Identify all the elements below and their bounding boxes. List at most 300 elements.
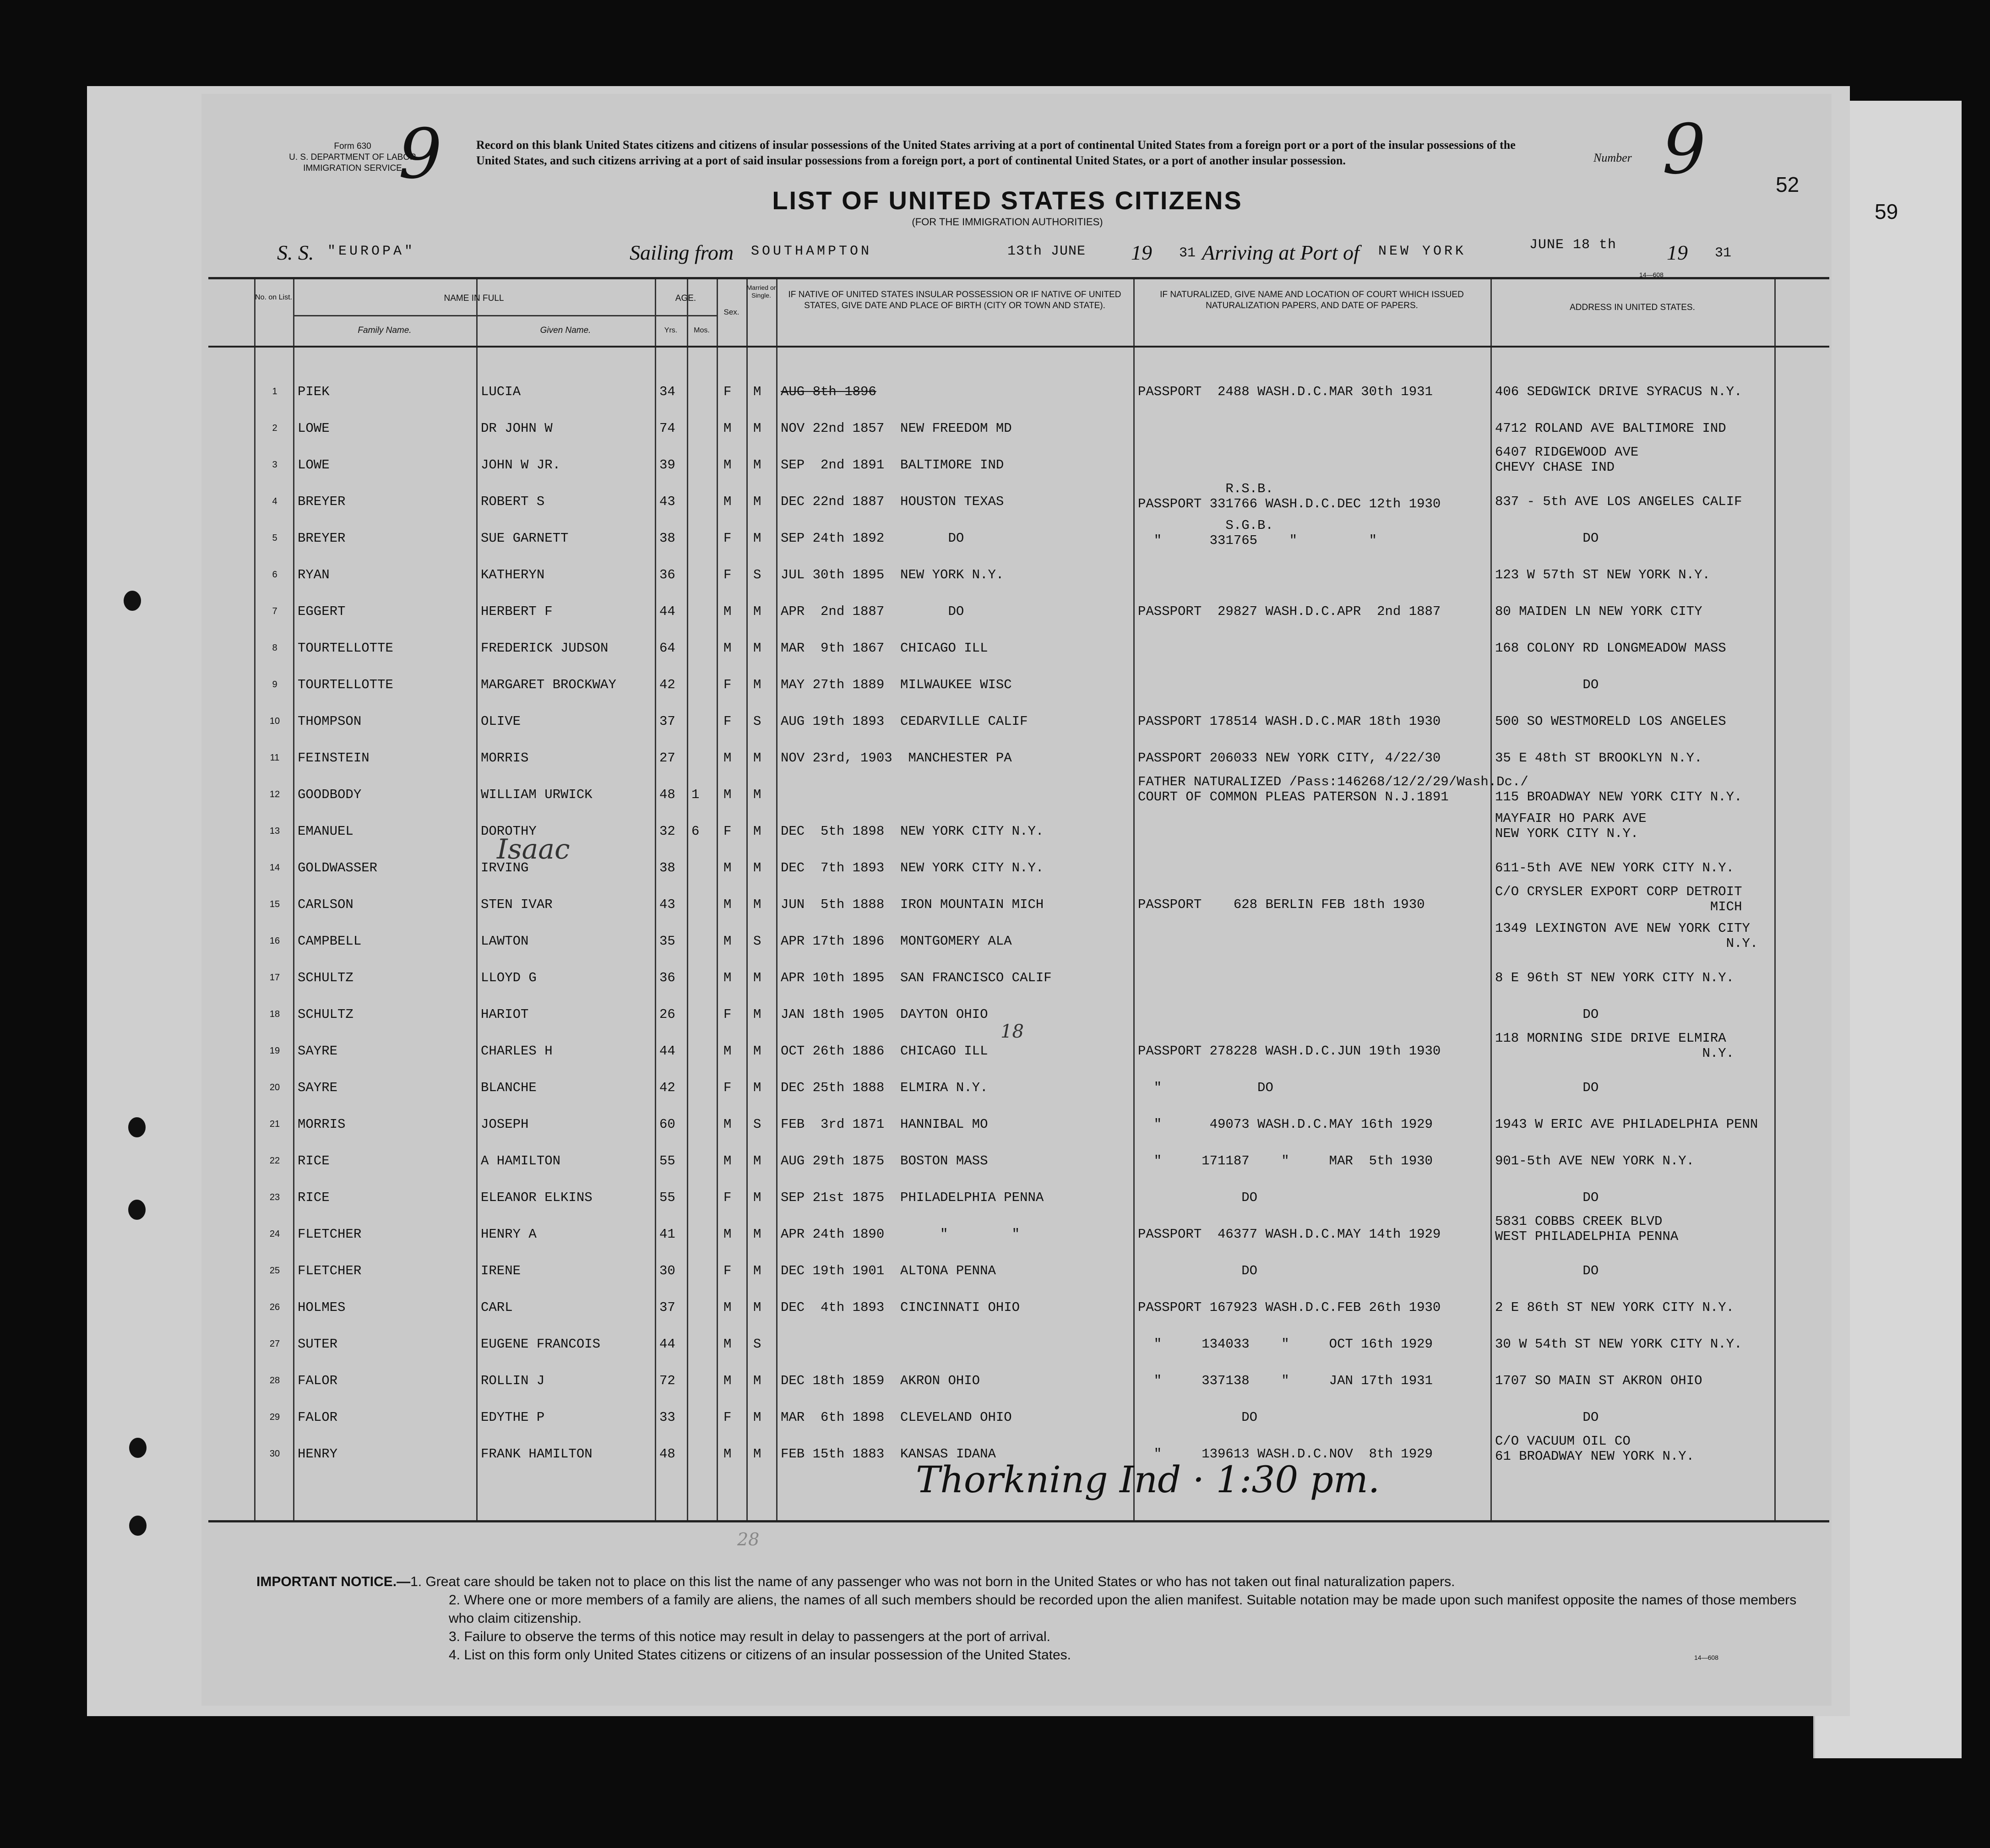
age-years: 74 [659,421,675,436]
col-married: Married or Single. [746,284,776,299]
married-single: M [753,1410,761,1425]
married-single: M [753,1446,761,1462]
document-subtitle: (FOR THE IMMIGRATION AUTHORITIES) [912,216,1103,228]
family-name: RICE [298,1190,330,1205]
birth-info: FEB 3rd 1871 HANNIBAL MO [781,1117,988,1132]
handwritten-list-number: 9 [398,114,442,194]
naturalization-info: PASSPORT 167923 WASH.D.C.FEB 26th 1930 [1138,1300,1441,1315]
sex: F [723,384,732,399]
table-row [208,707,1829,744]
us-address: 2 E 86th ST NEW YORK CITY N.Y. [1495,1300,1734,1315]
sex: F [723,1410,732,1425]
table-row [208,1294,1829,1330]
row-number: 17 [269,973,280,983]
table-row [208,445,1829,488]
row-number: 22 [269,1156,280,1166]
birth-info: APR 10th 1895 SAN FRANCISCO CALIF [781,970,1052,985]
married-single: M [753,1007,761,1022]
age-years: 42 [659,1080,675,1095]
row-number: 18 [269,1009,280,1019]
col-mos: Mos. [694,326,710,334]
row-number: 8 [272,643,277,653]
us-address: 5831 COBBS CREEK BLVD WEST PHILADELPHIA PENNA [1495,1214,1679,1244]
us-address: 406 SEDGWICK DRIVE SYRACUS N.Y. [1495,384,1742,399]
given-name: CARL [481,1300,513,1315]
sex: F [723,1080,732,1095]
family-name: FEINSTEIN [298,750,370,766]
birth-info: AUG 29th 1875 BOSTON MASS [781,1153,988,1169]
family-name: CARLSON [298,897,353,912]
given-name: HERBERT F [481,604,553,619]
family-name: SAYRE [298,1080,338,1095]
row-number: 5 [272,533,277,543]
row-number: 29 [269,1412,280,1422]
married-single: S [753,714,761,729]
us-address: 901-5th AVE NEW YORK N.Y. [1495,1153,1695,1169]
col-name-in-full: NAME IN FULL [444,294,504,303]
sex: M [723,494,732,509]
col-birth: IF NATIVE OF UNITED STATES INSULAR POSSESSION OR IF NATIVE OF UNITED STATES, GIVE DATE AND PLACE OF BIRTH (CITY OR TOWN AND STATE). [788,290,1121,310]
naturalization-info: PASSPORT 278228 WASH.D.C.JUN 19th 1930 [1138,1044,1441,1059]
birth-info: DEC 22nd 1887 HOUSTON TEXAS [781,494,1004,509]
table-row [208,561,1829,598]
col-given-name: Given Name. [540,326,591,335]
given-name: MORRIS [481,750,529,766]
notice-item-3: 3. Failure to observe the terms of this notice may result in delay to passengers at the port of arrival. [449,1629,1050,1644]
table-row [208,518,1829,561]
ss-label: S. S. [277,241,314,264]
row-number: 10 [269,716,280,726]
birth-info: AUG 19th 1893 CEDARVILLE CALIF [781,714,1028,729]
naturalization-info: " 337138 " JAN 17th 1931 [1138,1373,1433,1388]
birth-info: DEC 19th 1901 ALTONA PENNA [781,1263,996,1278]
birth-info: APR 17th 1896 MONTGOMERY ALA [781,934,1012,949]
age-years: 38 [659,531,675,546]
married-single: S [753,1117,761,1132]
ship-name: "EUROPA" [327,244,416,259]
sex: M [723,970,732,985]
sex: M [723,897,732,912]
table-row [208,481,1829,524]
birth-info: MAR 9th 1867 CHICAGO ILL [781,641,988,656]
family-name: LOWE [298,421,330,436]
married-single: M [753,531,761,546]
given-name: CHARLES H [481,1044,553,1059]
table-row [208,1074,1829,1110]
year-prefix-arrival: 19 [1667,241,1688,264]
us-address: 115 BROADWAY NEW YORK CITY N.Y. [1495,789,1742,804]
us-address: 35 E 48th ST BROOKLYN N.Y. [1495,750,1702,766]
given-name: ROLLIN J [481,1373,545,1388]
row-number: 1 [272,386,277,397]
family-name: GOODBODY [298,787,362,802]
family-name: EMANUEL [298,824,353,839]
sex: F [723,567,732,582]
year-prefix: 19 [1131,241,1152,264]
us-address: 30 W 54th ST NEW YORK CITY N.Y. [1495,1337,1742,1352]
naturalization-info: PASSPORT 2488 WASH.D.C.MAR 30th 1931 [1138,384,1433,399]
arrival-port: NEW YORK [1378,244,1467,259]
given-name: EDYTHE P [481,1410,545,1425]
family-name: RYAN [298,567,330,582]
age-months: 1 [691,787,700,802]
age-years: 26 [659,1007,675,1022]
us-address: 4712 ROLAND AVE BALTIMORE IND [1495,421,1726,436]
sex: M [723,787,732,802]
age-years: 44 [659,604,675,619]
row-number: 25 [269,1266,280,1276]
row-number: 13 [269,826,280,836]
row-number: 30 [269,1449,280,1459]
married-single: M [753,494,761,509]
given-name: FREDERICK JUDSON [481,641,609,656]
arrival-year: 31 [1715,245,1732,261]
naturalization-info: " 139613 WASH.D.C.NOV 8th 1929 [1138,1446,1433,1462]
row-number: 6 [272,570,277,580]
naturalization-info: PASSPORT 628 BERLIN FEB 18th 1930 [1138,897,1425,912]
table-row [208,598,1829,634]
age-years: 33 [659,1410,675,1425]
table-row [208,671,1829,707]
family-name: PIEK [298,384,330,399]
row-number: 28 [269,1375,280,1386]
service-name: IMMIGRATION SERVICE [303,163,402,173]
table-row [208,378,1829,414]
birth-info: JUL 30th 1895 NEW YORK N.Y. [781,567,1004,582]
age-years: 35 [659,934,675,949]
sex: F [723,677,732,692]
family-name: LOWE [298,457,330,473]
age-years: 37 [659,714,675,729]
us-address: 118 MORNING SIDE DRIVE ELMIRA N.Y. [1495,1031,1734,1061]
us-address: 1707 SO MAIN ST AKRON OHIO [1495,1373,1702,1388]
married-single: M [753,1080,761,1095]
age-years: 36 [659,567,675,582]
sex: M [723,1337,732,1352]
row-number: 23 [269,1192,280,1202]
married-single: M [753,1373,761,1388]
married-single: S [753,1337,761,1352]
naturalization-info: " DO [1138,1080,1273,1095]
handwritten-signature: Thorkning Ind · 1:30 pm. [916,1458,1380,1501]
family-name: HENRY [298,1446,338,1462]
birth-info: SEP 21st 1875 PHILADELPHIA PENNA [781,1190,1044,1205]
given-name: EUGENE FRANCOIS [481,1337,601,1352]
us-address: 80 MAIDEN LN NEW YORK CITY [1495,604,1702,619]
us-address: 500 SO WESTMORELD LOS ANGELES [1495,714,1726,729]
table-row [208,1110,1829,1147]
sex: M [723,1300,732,1315]
family-name: MORRIS [298,1117,346,1132]
row-number: 24 [269,1229,280,1239]
table-row [208,1147,1829,1184]
number-label: Number [1593,151,1632,164]
row-number: 26 [269,1302,280,1312]
married-single: M [753,1044,761,1059]
family-name: SUTER [298,1337,338,1352]
age-years: 43 [659,897,675,912]
age-months: 6 [691,824,700,839]
given-name: JOSEPH [481,1117,529,1132]
given-name: A HAMILTON [481,1153,561,1169]
sailing-year: 31 [1179,245,1196,261]
row-number: 20 [269,1082,280,1092]
table-row [208,964,1829,1000]
us-address: 837 - 5th AVE LOS ANGELES CALIF [1495,494,1742,509]
married-single: M [753,787,761,802]
us-address: 611-5th AVE NEW YORK CITY N.Y. [1495,860,1734,875]
important-notice [256,1573,1813,1664]
us-address: DO [1495,1007,1599,1022]
handwritten-correction: 18 [1000,1021,1024,1042]
us-address: 123 W 57th ST NEW YORK N.Y. [1495,567,1710,582]
naturalization-info: " 49073 WASH.D.C.MAY 16th 1929 [1138,1117,1433,1132]
col-sex: Sex. [723,308,739,316]
family-name: EGGERT [298,604,346,619]
sex: M [723,1373,732,1388]
sex: F [723,531,732,546]
married-single: M [753,421,761,436]
naturalization-info: PASSPORT 178514 WASH.D.C.MAR 18th 1930 [1138,714,1441,729]
us-address: 6407 RIDGEWOOD AVE CHEVY CHASE IND [1495,445,1639,475]
sex: M [723,421,732,436]
family-name: FALOR [298,1373,338,1388]
sex: F [723,1263,732,1278]
notice-item-4: 4. List on this form only United States citizens or citizens of an insular possession of the United States. [449,1647,1071,1663]
married-single: M [753,1153,761,1169]
naturalization-info: R.S.B. PASSPORT 331766 WASH.D.C.DEC 12th 1930 [1138,481,1441,511]
notice-item-2: 2. Where one or more members of a family are aliens, the names of all such members should be recorded upon the alien manifest. Suitable notation may be made upon such manifest opposite the names of those members who claim citizenship. [449,1593,1797,1626]
table-row [208,1031,1829,1074]
birth-info: APR 24th 1890 " " [781,1227,1020,1242]
age-years: 42 [659,677,675,692]
us-address: MAYFAIR HO PARK AVE NEW YORK CITY N.Y. [1495,811,1647,841]
us-address: DO [1495,1080,1599,1095]
naturalization-info: " 134033 " OCT 16th 1929 [1138,1337,1433,1352]
given-name: IRVING [481,860,529,875]
birth-info: FEB 15th 1883 KANSAS IDANA [781,1446,996,1462]
married-single: S [753,567,761,582]
birth-info: DEC 18th 1859 AKRON OHIO [781,1373,980,1388]
family-name: SCHULTZ [298,1007,353,1022]
given-name: LAWTON [481,934,529,949]
married-single: M [753,1190,761,1205]
us-address: 8 E 96th ST NEW YORK CITY N.Y. [1495,970,1734,985]
sex: M [723,1044,732,1059]
punch-hole [129,1516,147,1536]
handwritten-number-value: 9 [1662,110,1706,190]
col-address: ADDRESS IN UNITED STATES. [1570,303,1695,312]
birth-info: NOV 23rd, 1903 MANCHESTER PA [781,750,1012,766]
sex: M [723,934,732,949]
family-name: CAMPBELL [298,934,362,949]
sex: M [723,457,732,473]
row-number: 15 [269,899,280,909]
row-number: 11 [270,753,280,763]
age-years: 36 [659,970,675,985]
sex: F [723,714,732,729]
sailing-label: Sailing from [630,241,734,264]
sex: F [723,824,732,839]
sex: M [723,604,732,619]
us-address: DO [1495,531,1599,546]
table-row [208,811,1829,854]
sex: M [723,1117,732,1132]
birth-info: MAY 27th 1889 MILWAUKEE WISC [781,677,1012,692]
table-row [208,1214,1829,1257]
naturalization-info: DO [1138,1190,1258,1205]
punch-hole [124,591,141,611]
naturalization-info: DO [1138,1263,1258,1278]
sex: F [723,1007,732,1022]
naturalization-info: FATHER NATURALIZED /Pass:146268/12/2/29/Wash.Dc./ COURT OF COMMON PLEAS PATERSON N.J.1891 [1138,774,1528,804]
birth-info: JUN 5th 1888 IRON MOUNTAIN MICH [781,897,1044,912]
notice-item-1: 1. Great care should be taken not to place on this list the name of any passenger who was not born in the United States or who has not taken out final naturalization papers. [410,1574,1455,1589]
given-name: OLIVE [481,714,521,729]
sailing-date: 13th JUNE [1007,244,1086,259]
row-number: 21 [269,1119,280,1129]
table-row [208,1367,1829,1403]
notice-lead: IMPORTANT NOTICE.— [256,1574,411,1589]
married-single: M [753,897,761,912]
age-years: 43 [659,494,675,509]
given-name: FRANK HAMILTON [481,1446,593,1462]
birth-info: MAR 6th 1898 CLEVELAND OHIO [781,1410,1012,1425]
age-years: 34 [659,384,675,399]
sex: M [723,1446,732,1462]
us-address: 1349 LEXINGTON AVE NEW YORK CITY N.Y. [1495,921,1758,951]
family-name: GOLDWASSER [298,860,378,875]
us-address: DO [1495,1190,1599,1205]
naturalization-info: DO [1138,1410,1258,1425]
age-years: 48 [659,1446,675,1462]
birth-info: DEC 7th 1893 NEW YORK CITY N.Y. [781,860,1044,875]
sex: F [723,1190,732,1205]
col-no: No. on List. [255,294,292,301]
married-single: M [753,1300,761,1315]
birth-info: SEP 2nd 1891 BALTIMORE IND [781,457,1004,473]
given-name: HARIOT [481,1007,529,1022]
age-years: 38 [659,860,675,875]
naturalization-info: PASSPORT 206033 NEW YORK CITY, 4/22/30 [1138,750,1441,766]
family-name: FALOR [298,1410,338,1425]
passenger-table [208,277,1829,1522]
table-row [208,921,1829,964]
naturalization-info: PASSPORT 46377 WASH.D.C.MAY 14th 1929 [1138,1227,1441,1242]
sex: M [723,1153,732,1169]
age-years: 64 [659,641,675,656]
arrival-date: JUNE 18 th [1529,237,1617,253]
sex: M [723,641,732,656]
col-naturalized: IF NATURALIZED, GIVE NAME AND LOCATION OF COURT WHICH ISSUED NATURALIZATION PAPERS, AND DATE OF PAPERS. [1160,290,1464,310]
family-name: FLETCHER [298,1227,362,1242]
given-name: ROBERT S [481,494,545,509]
married-single: M [753,604,761,619]
sailing-port: SOUTHAMPTON [751,244,872,259]
married-single: M [753,1227,761,1242]
birth-info: JAN 18th 1905 DAYTON OHIO [781,1007,988,1022]
married-single: M [753,384,761,399]
given-name: WILLIAM URWICK [481,787,593,802]
handwritten-isaac: Isaac [497,833,570,865]
married-single: M [753,677,761,692]
table-row [208,1330,1829,1367]
birth-info: APR 2nd 1887 DO [781,604,964,619]
age-years: 55 [659,1190,675,1205]
row-number: 27 [269,1339,280,1349]
document-title: LIST OF UNITED STATES CITIZENS [772,186,1243,215]
married-single: M [753,750,761,766]
birth-info: AUG 8th 1896 [781,384,876,399]
sex: M [723,860,732,875]
given-name: BLANCHE [481,1080,537,1095]
birth-info: DEC 25th 1888 ELMIRA N.Y. [781,1080,988,1095]
age-years: 44 [659,1044,675,1059]
age-years: 48 [659,787,675,802]
sex: M [723,1227,732,1242]
row-number: 9 [272,679,277,690]
arriving-label: Arriving at Port of [1202,241,1359,264]
given-name: DR JOHN W [481,421,553,436]
margin-note: 28 [737,1529,760,1549]
family-name: BREYER [298,494,346,509]
form-instructions: Record on this blank United States citizens and citizens of insular possessions of the United States arriving at a port of continental United States from a foreign port or a port of the insular possessions of the United States, and such citizens arriving at a port of said insular possessions from a foreign port, a port of continental United States, or a port of another insular possession. [476,138,1516,167]
col-age: AGE. [675,294,696,303]
row-number: 3 [272,460,277,470]
given-name: MARGARET BROCKWAY [481,677,616,692]
married-single: M [753,970,761,985]
family-name: THOMPSON [298,714,362,729]
age-years: 30 [659,1263,675,1278]
married-single: M [753,824,761,839]
row-number: 19 [269,1046,280,1056]
birth-info: SEP 24th 1892 DO [781,531,964,546]
given-name: STEN IVAR [481,897,553,912]
us-address: 168 COLONY RD LONGMEADOW MASS [1495,641,1726,656]
given-name: KATHERYN [481,567,545,582]
naturalization-info: " 171187 " MAR 5th 1930 [1138,1153,1433,1169]
age-years: 60 [659,1117,675,1132]
row-number: 14 [269,863,280,873]
print-code-top: 14—608 [1639,271,1664,278]
married-single: M [753,860,761,875]
underlying-page-number: 59 [1875,200,1898,223]
family-name: TOURTELLOTTE [298,677,393,692]
married-single: S [753,934,761,949]
row-number: 7 [272,606,277,616]
sex: M [723,750,732,766]
row-number: 16 [269,936,280,946]
married-single: M [753,457,761,473]
age-years: 44 [659,1337,675,1352]
row-number: 4 [272,496,277,506]
row-number: 2 [272,423,277,433]
age-years: 27 [659,750,675,766]
age-years: 32 [659,824,675,839]
col-family-name: Family Name. [358,326,412,335]
print-code-bottom: 14—608 [1694,1654,1718,1661]
punch-hole [128,1200,146,1220]
given-name: LLOYD G [481,970,537,985]
given-name: IRENE [481,1263,521,1278]
form-number: Form 630 [334,141,371,151]
age-years: 37 [659,1300,675,1315]
row-number: 12 [269,789,280,799]
us-address: C/O CRYSLER EXPORT CORP DETROIT MICH [1495,884,1742,914]
department: U. S. DEPARTMENT OF LABOR [289,152,416,162]
married-single: M [753,641,761,656]
family-name: BREYER [298,531,346,546]
